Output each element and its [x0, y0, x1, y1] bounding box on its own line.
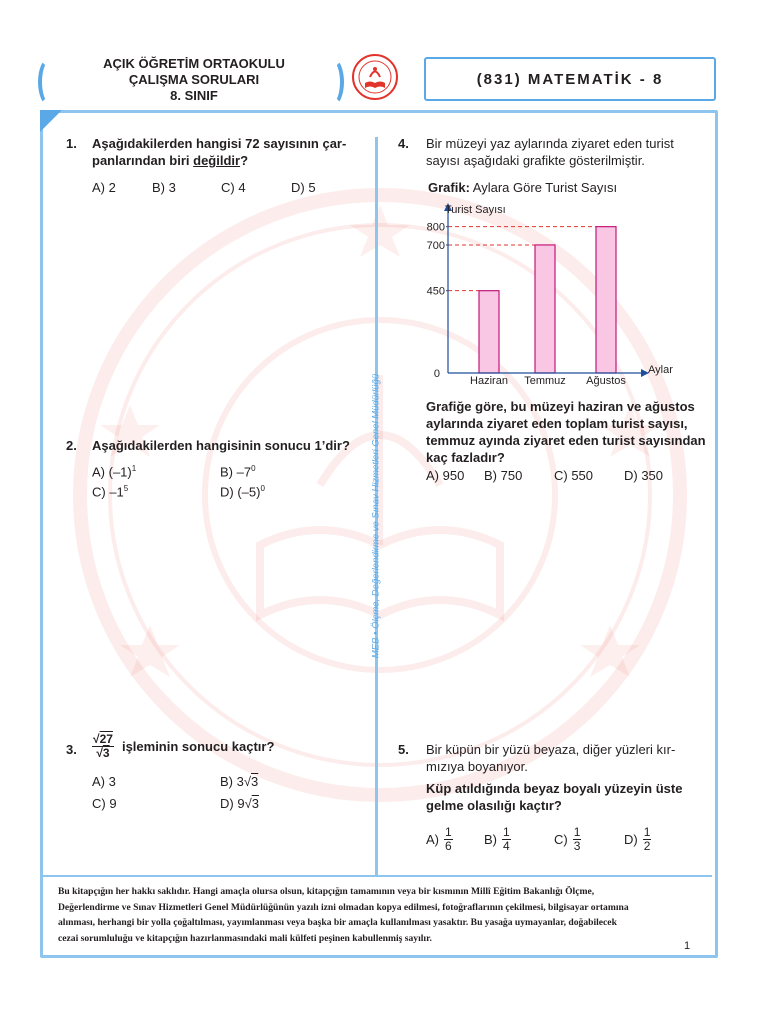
bar-temmuz [535, 245, 555, 373]
q4-question-line-2: aylarında ziyaret eden toplam turist sayısı, [426, 416, 688, 431]
copyright-notice [58, 884, 698, 946]
q5-option-b-denominator: 4 [503, 839, 510, 853]
x-tick-label-haziran: Haziran [470, 375, 508, 387]
q3-fraction-denominator: √3 [96, 746, 110, 760]
q4-option-d[interactable]: D) 350 [624, 468, 664, 483]
q5-question-line-2: gelme olasılığı kaçtır? [426, 798, 562, 813]
q5-option-d-fraction [643, 826, 652, 853]
side-vertical-text: MEB • Ölçme, Değerlendirme ve Sınav Hizmetleri Genel Müdürlüğü [370, 373, 382, 659]
q2-option-b[interactable] [220, 464, 256, 479]
q4-question-line-4: kaç fazladır? [426, 450, 505, 465]
q5-option-c-denominator: 3 [573, 839, 581, 853]
copyright-line-1: Bu kitapçığın her hakkı saklıdır. Hangi amaçla olursa olsun, kitapçığın tamamının veya bir kısmının Millî Eğitim Bakanlığı Ölçme, [58, 886, 595, 897]
q1-option-a[interactable]: A) 2 [92, 180, 116, 195]
q5-option-c-numerator: 1 [573, 825, 581, 839]
q5-option-d-denominator: 2 [643, 839, 651, 853]
q1-text [92, 135, 372, 169]
q5-option-b-numerator: 1 [503, 825, 510, 839]
q3-option-b-text: B) 3 [220, 774, 244, 789]
q2-text: Aşağıdakilerden hangisinin sonucu 1’dir? [92, 438, 350, 453]
q4-question-line-3: temmuz ayında ziyaret eden turist sayısından [426, 433, 706, 448]
q2-option-b-text: B) –7 [220, 464, 252, 480]
page-number: 1 [684, 940, 691, 952]
q5-intro-line-2: mızıya boyanıyor. [426, 759, 528, 774]
q4-question [426, 398, 706, 466]
q3-option-b-radicand: 3 [250, 774, 259, 789]
q1-line-1: Aşağıdakilerden hangisi 72 sayısının çar- [92, 136, 347, 151]
q5-option-c-label: C) [554, 832, 568, 847]
q5-option-a-denominator: 6 [445, 839, 452, 853]
q4-graph-label-title: Aylara Göre Turist Sayısı [469, 180, 618, 195]
q3-number: 3. [66, 742, 77, 757]
q1-line-2 [92, 152, 372, 169]
x-tick-label-ağustos: Ağustos [586, 375, 626, 387]
meb-logo [351, 53, 399, 101]
copyright-line-3: alınması, herhangi bir yolla çoğaltılması, yayımlanması veya başka bir amaçla kullanılması yasaktır. Bu yasağa uymayanlar, doğabilecek [58, 917, 617, 928]
x-tick-label-temmuz: Temmuz [524, 375, 566, 387]
school-title [60, 56, 328, 104]
q5-option-d[interactable] [624, 826, 651, 853]
q3-fraction [92, 733, 114, 760]
q2-option-a[interactable] [92, 464, 136, 479]
q4-option-b[interactable]: B) 750 [484, 468, 523, 483]
copyright-line-4: cezai sorumluluğu ve kitapçığın hazırlanmasındaki mali külfeti peşinen kabullenmiş sayılır. [58, 932, 432, 944]
q5-option-b-label: B) [484, 832, 497, 847]
q2-option-c-exponent: 5 [123, 484, 129, 493]
y-tick-label-800: 800 [426, 221, 445, 234]
q4-graph-label-prefix: Grafik: [428, 180, 470, 195]
q1-number: 1. [66, 136, 77, 151]
frame-corner-accent [40, 110, 62, 132]
q2-option-c-text: C) –1 [92, 484, 124, 500]
q3-option-d-text: D) 9 [220, 796, 245, 811]
q3-numerator-radicand: 27 [99, 732, 113, 746]
school-title-line-3: 8. SINIF [170, 88, 218, 103]
x-axis-title: Aylar [648, 364, 673, 376]
q2-option-b-exponent: 0 [251, 464, 256, 473]
q4-intro [426, 135, 706, 169]
school-title-line-2: ÇALIŞMA SORULARI [128, 72, 260, 87]
q5-option-c[interactable] [554, 826, 581, 853]
q5-option-a[interactable] [426, 826, 453, 853]
subject-box [424, 57, 716, 101]
bar-ağustos [596, 227, 616, 373]
q5-option-b-fraction [502, 826, 511, 853]
q5-intro-line-1: Bir küpün bir yüzü beyaza, diğer yüzleri kır- [426, 742, 676, 757]
q4-intro-line-2: sayısı aşağıdaki grafikte gösterilmiştir. [426, 153, 645, 168]
q3-expression [92, 733, 274, 760]
q1-line-2-end: ? [240, 153, 249, 168]
school-title-line-1: AÇIK ÖĞRETİM ORTAOKULU [103, 56, 285, 71]
q5-option-a-numerator: 1 [445, 825, 452, 839]
q4-option-a[interactable]: A) 950 [426, 468, 465, 483]
y-tick-label-450: 450 [426, 285, 445, 298]
q1-option-c[interactable]: C) 4 [221, 180, 246, 195]
footer-rule [40, 875, 712, 877]
q5-option-d-numerator: 1 [643, 825, 651, 839]
tourist-bar-chart [405, 195, 685, 395]
q2-option-d-text: D) (–5) [220, 484, 261, 500]
q5-option-c-fraction [573, 826, 582, 853]
q5-option-d-label: D) [624, 832, 638, 847]
q5-question-line-1: Küp atıldığında beyaz boyalı yüzeyin üste [426, 781, 683, 796]
q1-underlined-word: değildir [193, 153, 241, 168]
q1-option-b[interactable]: B) 3 [152, 180, 176, 195]
q4-intro-line-1: Bir müzeyi yaz aylarında ziyaret eden turist [426, 136, 674, 151]
subject-title: (831) MATEMATİK - 8 [476, 70, 664, 88]
q1-line-2-start: panlarından biri [92, 153, 194, 168]
y-axis-title: Turist Sayısı [445, 204, 506, 216]
q5-number: 5. [398, 742, 409, 757]
bar-haziran [479, 291, 499, 373]
q5-option-b[interactable] [484, 826, 511, 853]
q2-number: 2. [66, 438, 77, 453]
q5-question [426, 780, 706, 814]
q3-option-c[interactable]: C) 9 [92, 796, 117, 811]
q2-option-c[interactable] [92, 484, 128, 499]
q3-fraction-numerator: √27 [93, 732, 113, 746]
q2-option-d[interactable] [220, 484, 265, 499]
q3-option-a[interactable]: A) 3 [92, 774, 116, 789]
q3-option-d[interactable]: D) 9√3 [220, 796, 259, 811]
q1-option-d[interactable]: D) 5 [291, 180, 316, 195]
copyright-line-2: Değerlendirme ve Sınav Hizmetleri Genel Müdürlüğünün yazılı izni olmadan kopya edilmesi, fotoğraflarının çekilmesi, bilgisayar ortamına [58, 901, 629, 913]
q3-denominator-radicand: 3 [102, 746, 110, 760]
header-right-bracket [322, 58, 344, 106]
q3-text: işleminin sonucu kaçtır? [121, 739, 275, 754]
y-tick-label-0: 0 [433, 368, 440, 380]
q5-option-a-fraction [444, 826, 453, 853]
q3-option-b[interactable]: B) 3√3 [220, 774, 259, 789]
q4-graph-label [428, 179, 617, 196]
q4-option-c[interactable]: C) 550 [554, 468, 594, 483]
q2-option-a-text: A) (–1) [92, 464, 132, 480]
q2-option-d-exponent: 0 [260, 484, 265, 493]
q2-option-a-exponent: 1 [131, 464, 137, 473]
q5-option-a-label: A) [426, 832, 439, 847]
q5-intro [426, 741, 706, 775]
q4-number: 4. [398, 136, 409, 151]
y-tick-label-700: 700 [426, 239, 445, 252]
q3-option-d-radicand: 3 [251, 796, 259, 811]
q4-question-line-1: Grafiğe göre, bu müzeyi haziran ve ağustos [426, 399, 695, 414]
header-left-bracket [38, 58, 60, 106]
